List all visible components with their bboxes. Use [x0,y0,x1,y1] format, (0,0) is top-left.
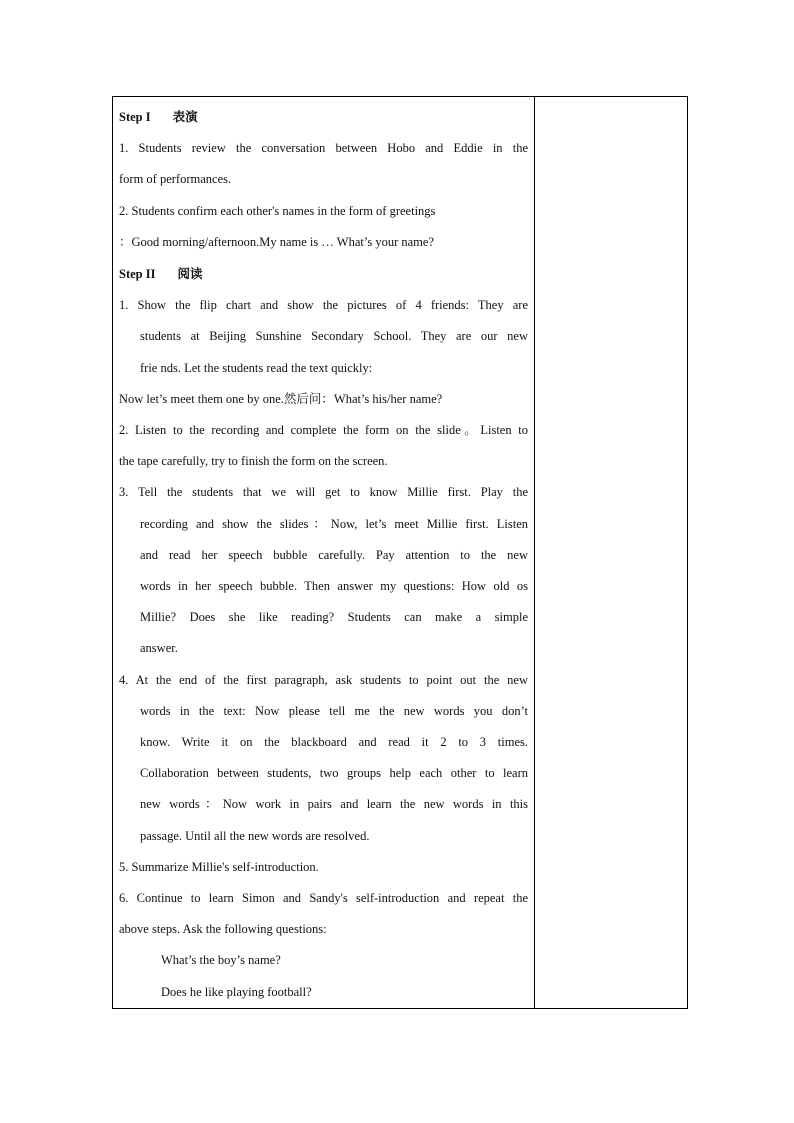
text-line: 6. Continue to learn Simon and Sandy's self-introduction and repeat the [119,891,528,906]
step-title-cn: 表演 [172,109,198,124]
text-line: know. Write it on the blackboard and read it 2 to 3 times. [140,735,528,750]
text-line: the tape carefully, try to finish the form on the screen. [119,454,388,469]
text-line: new words：Now work in pairs and learn the new words in this [140,797,528,812]
procedure-content [113,97,534,1008]
text-line: above steps. Ask the following questions: [119,922,327,937]
question-line: Does he like playing football? [161,984,312,999]
step-label: Step II [119,267,156,282]
text-line: words in the text: Now please tell me the new words you don’t [140,703,528,718]
text-line: frie nds. Let the students read the text quickly: [140,360,373,375]
text-line: and read her speech bubble carefully. Pay attention to the new [140,547,528,562]
text-line: Collaboration between students, two groups help each other to learn [140,766,528,781]
text-line: Millie? Does she like reading? Students can make a simple [140,610,528,625]
step-title-cn: 阅读 [177,266,203,282]
step-label: Step I [119,110,151,124]
text-line: 1. Show the flip chart and show the pictures of 4 friends: They are [119,298,528,313]
step-heading [119,258,528,290]
text-line: 5. Summarize Millie's self-introduction. [119,859,319,874]
text-line: 4. At the end of the first paragraph, ask students to point out the new [119,672,528,687]
text-line: answer. [140,641,178,656]
text-line: words in her speech bubble. Then answer my questions: How old os [140,579,528,594]
text-line: Now let’s meet them one by one.然后问：What’s his/her name? [119,391,443,406]
text-line: 3. Tell the students that we will get to know Millie first. Play the [119,485,528,500]
procedure-cell [113,97,535,1009]
question-line: What’s the boy’s name? [161,953,281,968]
text-line: ：Good morning/afternoon.My name is … What’s your name? [119,234,434,249]
text-line: 1. Students review the conversation between Hobo and Eddie in the [119,141,528,156]
text-line: 2. Listen to the recording and complete the form on the slide。Listen to [119,423,528,438]
text-line: passage. Until all the new words are resolved. [140,828,370,843]
text-line: students at Beijing Sunshine Secondary School. They are our new [140,329,528,344]
text-line: recording and show the slides：Now, let’s meet Millie first. Listen [140,516,528,531]
step-heading [119,101,528,133]
text-line: 2. Students confirm each other's names in the form of greetings [119,203,436,218]
lesson-plan-table [112,96,688,1009]
table-row [113,97,688,1009]
notes-cell [535,97,688,1009]
text-line: form of performances. [119,172,232,187]
